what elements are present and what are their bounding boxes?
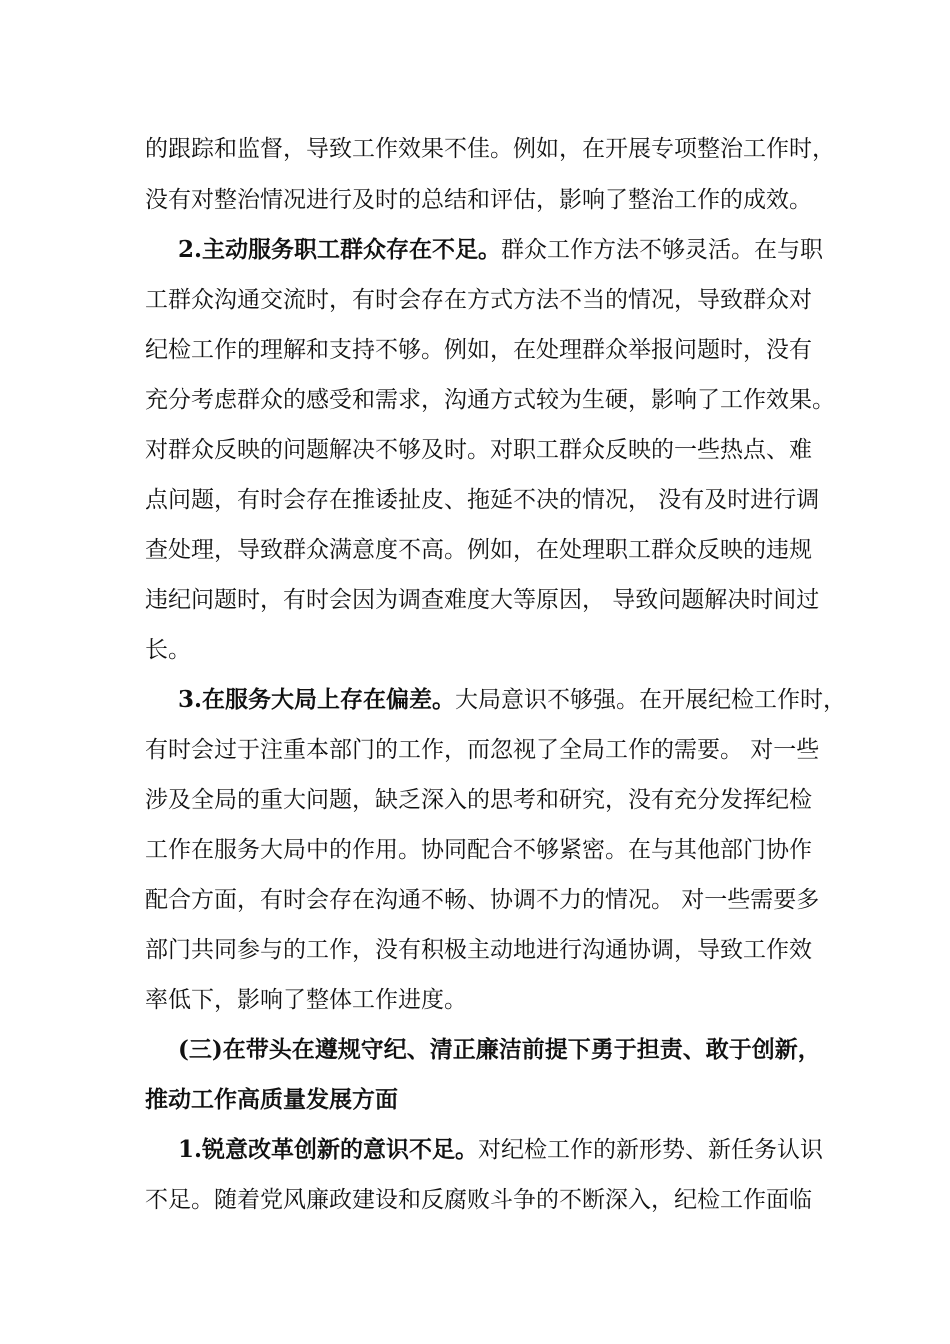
text-line: 的跟踪和监督，导致工作效果不佳。例如，在开展专项整治工作时， — [145, 136, 835, 162]
paragraph-text: 对纪检工作的新形势、新任务认识 — [478, 1137, 824, 1163]
text-line: 长。 — [145, 637, 191, 663]
paragraph-heading: 3.在服务大局上存在偏差。 — [178, 686, 456, 713]
text-line: 有时会过于注重本部门的工作，而忽视了全局工作的需要。 对一些 — [145, 737, 820, 763]
paragraph-line — [178, 1125, 858, 1175]
paragraph-text: 大局意识不够强。在开展纪检工作时， — [455, 687, 847, 713]
section-heading: (三)在带头在遵规守纪、清正廉洁前提下勇于担责、敢于创新， — [178, 1036, 821, 1063]
text-line: 率低下，影响了整体工作进度。 — [145, 987, 467, 1013]
section-heading: 推动工作高质量发展方面 — [145, 1086, 398, 1113]
text-line: 配合方面，有时会存在沟通不畅、协调不力的情况。 对一些需要多 — [145, 887, 820, 913]
text-line: 没有对整治情况进行及时的总结和评估，影响了整治工作的成效。 — [145, 187, 812, 213]
text-line: 充分考虑群众的感受和需求，沟通方式较为生硬，影响了工作效果。 — [145, 387, 835, 413]
text-line: 违纪问题时，有时会因为调查难度大等原因， 导致问题解决时间过 — [145, 587, 820, 613]
paragraph-heading: 2.主动服务职工群众存在不足。 — [178, 236, 502, 263]
text-line: 部门共同参与的工作，没有积极主动地进行沟通协调，导致工作效 — [145, 937, 812, 963]
text-line: 查处理，导致群众满意度不高。例如，在处理职工群众反映的违规 — [145, 537, 812, 563]
paragraph-line — [178, 225, 858, 275]
paragraph-text: 群众工作方法不够灵活。在与职 — [501, 237, 824, 263]
text-line: 涉及全局的重大问题，缺乏深入的思考和研究，没有充分发挥纪检 — [145, 787, 812, 813]
text-line: 工群众沟通交流时，有时会存在方式方法不当的情况，导致群众对 — [145, 287, 812, 313]
text-line: 纪检工作的理解和支持不够。例如，在处理群众举报问题时，没有 — [145, 337, 812, 363]
text-line: 点问题，有时会存在推诿扯皮、拖延不决的情况， 没有及时进行调 — [145, 487, 820, 513]
text-line: 不足。随着党风廉政建设和反腐败斗争的不断深入，纪检工作面临 — [145, 1187, 812, 1213]
paragraph-line — [178, 675, 858, 725]
text-line: 工作在服务大局中的作用。协同配合不够紧密。在与其他部门协作 — [145, 837, 812, 863]
text-line: 对群众反映的问题解决不够及时。对职工群众反映的一些热点、难 — [145, 437, 812, 463]
paragraph-heading: 1.锐意改革创新的意识不足。 — [178, 1136, 479, 1163]
